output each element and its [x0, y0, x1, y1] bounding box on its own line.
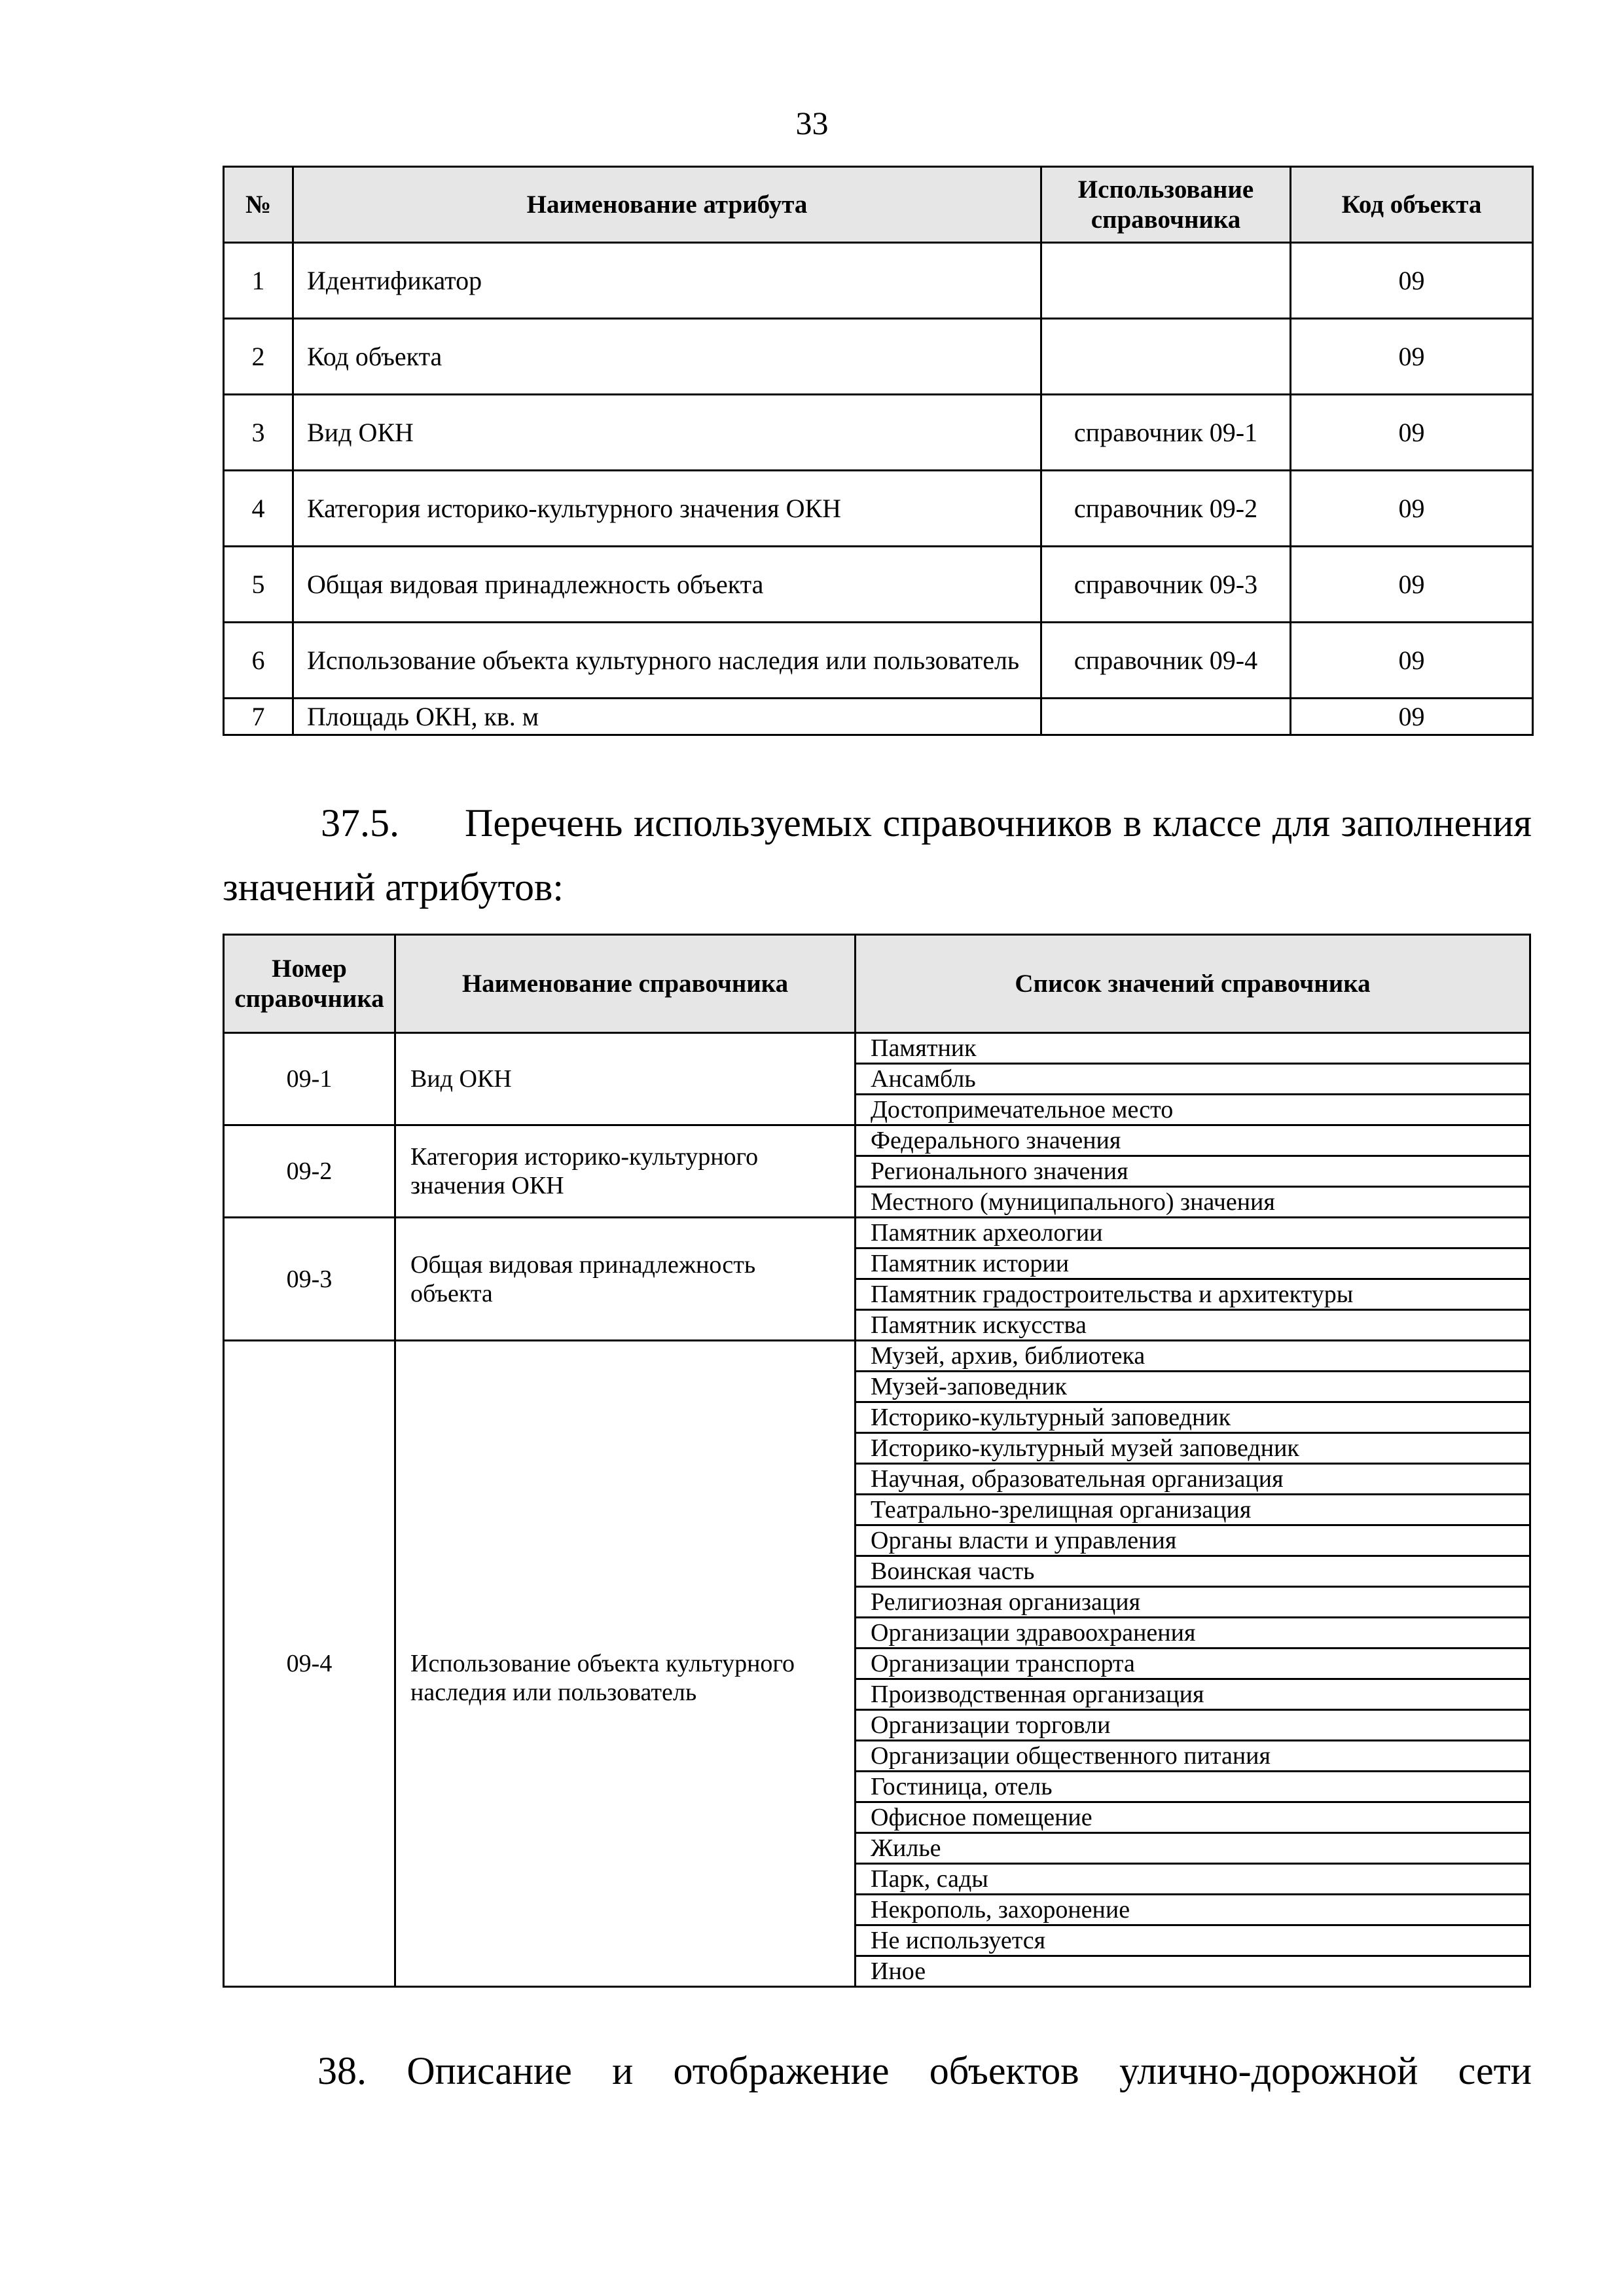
dictionary-value-cell: Музей-заповедник — [856, 1372, 1530, 1402]
attribute-table — [223, 166, 1534, 736]
dictionary-value-row — [224, 1125, 1530, 1156]
dictionary-value-cell: Театрально-зрелищная организация — [856, 1495, 1530, 1525]
attribute-row — [224, 471, 1533, 547]
dictionary-table — [223, 934, 1531, 1988]
dictionary-name-cell: Вид ОКН — [395, 1033, 856, 1125]
dictionary-value-cell: Парк, сады — [856, 1864, 1530, 1895]
header-object-code: Код объекта — [1291, 167, 1533, 243]
dictionary-value-cell: Организации торговли — [856, 1710, 1530, 1741]
dictionary-value-cell: Организации общественного питания — [856, 1741, 1530, 1772]
header-number: № — [224, 167, 293, 243]
dictionary-value-cell: Жилье — [856, 1833, 1530, 1864]
dictionary-value-cell: Памятник — [856, 1033, 1530, 1064]
dictionary-value-cell: Историко-культурный музей заповедник — [856, 1433, 1530, 1464]
dictionary-value-cell: Офисное помещение — [856, 1802, 1530, 1833]
attribute-number-cell: 4 — [224, 471, 293, 547]
dictionary-value-row — [224, 1341, 1530, 1372]
section-number: 37.5. — [321, 801, 399, 845]
dictionary-value-cell: Ансамбль — [856, 1064, 1530, 1095]
attribute-name-cell: Общая видовая принадлежность объекта — [293, 547, 1041, 623]
attribute-name-cell: Категория историко-культурного значения ОКН — [293, 471, 1041, 547]
reference-usage-cell: справочник 09-4 — [1041, 623, 1291, 699]
attribute-number-cell: 7 — [224, 699, 293, 735]
attribute-row — [224, 547, 1533, 623]
reference-usage-cell: справочник 09-1 — [1041, 395, 1291, 471]
next-section-heading: 38. Описание и отображение объектов улично-дорожной сети — [317, 2049, 1532, 2092]
dictionary-value-cell: Воинская часть — [856, 1556, 1530, 1587]
reference-usage-cell: справочник 09-2 — [1041, 471, 1291, 547]
dictionary-value-row — [224, 1218, 1530, 1248]
page-number: 33 — [795, 105, 829, 141]
dictionary-value-cell: Организации здравоохранения — [856, 1618, 1530, 1649]
section-title-line2: значений атрибутов: — [223, 866, 564, 909]
header-attribute-name: Наименование атрибута — [293, 167, 1041, 243]
attribute-row — [224, 623, 1533, 699]
dictionary-name-cell: Использование объекта культурного наследия или пользователь — [395, 1341, 856, 1987]
attribute-name-cell: Идентификатор — [293, 243, 1041, 319]
dictionary-value-cell: Гостиница, отель — [856, 1772, 1530, 1802]
attribute-name-cell: Использование объекта культурного наследия или пользователь — [293, 623, 1041, 699]
dictionary-name-cell: Общая видовая принадлежность объекта — [395, 1218, 856, 1341]
dictionary-value-cell: Историко-культурный заповедник — [856, 1402, 1530, 1433]
object-code-cell: 09 — [1291, 319, 1533, 395]
object-code-cell: 09 — [1291, 471, 1533, 547]
attribute-name-cell: Площадь ОКН, кв. м — [293, 699, 1041, 735]
dictionary-value-cell: Организации транспорта — [856, 1649, 1530, 1679]
dictionary-value-cell: Регионального значения — [856, 1156, 1530, 1187]
dictionary-value-cell: Иное — [856, 1956, 1530, 1987]
dictionary-number-cell: 09-2 — [224, 1125, 395, 1218]
header-dictionary-values: Список значений справочника — [856, 935, 1530, 1033]
dictionary-value-cell: Памятник искусства — [856, 1310, 1530, 1341]
header-dictionary-number: Номер справочника — [224, 935, 395, 1033]
attribute-row — [224, 319, 1533, 395]
dictionary-number-cell: 09-4 — [224, 1341, 395, 1987]
dictionary-value-cell: Некрополь, захоронение — [856, 1895, 1530, 1925]
header-dictionary-name: Наименование справочника — [395, 935, 856, 1033]
dictionary-value-cell: Памятник истории — [856, 1248, 1530, 1279]
dictionary-value-cell: Научная, образовательная организация — [856, 1464, 1530, 1495]
reference-usage-cell: справочник 09-3 — [1041, 547, 1291, 623]
attribute-number-cell: 5 — [224, 547, 293, 623]
attribute-name-cell: Вид ОКН — [293, 395, 1041, 471]
dictionary-value-cell: Местного (муниципального) значения — [856, 1187, 1530, 1218]
object-code-cell: 09 — [1291, 395, 1533, 471]
attribute-number-cell: 3 — [224, 395, 293, 471]
dictionary-number-cell: 09-3 — [224, 1218, 395, 1341]
section-title-line1: Перечень используемых справочников в классе для заполнения — [465, 801, 1532, 845]
object-code-cell: 09 — [1291, 243, 1533, 319]
object-code-cell: 09 — [1291, 547, 1533, 623]
reference-usage-cell — [1041, 699, 1291, 735]
attribute-name-cell: Код объекта — [293, 319, 1041, 395]
attribute-row — [224, 699, 1533, 735]
attribute-row — [224, 395, 1533, 471]
dictionary-value-row — [224, 1033, 1530, 1064]
dictionary-value-cell: Памятник градостроительства и архитектуры — [856, 1279, 1530, 1310]
header-reference-usage: Использование справочника — [1041, 167, 1291, 243]
attribute-number-cell: 6 — [224, 623, 293, 699]
dictionary-number-cell: 09-1 — [224, 1033, 395, 1125]
attribute-row — [224, 243, 1533, 319]
dictionary-value-cell: Достопримечательное место — [856, 1095, 1530, 1125]
dictionary-value-cell: Производственная организация — [856, 1679, 1530, 1710]
reference-usage-cell — [1041, 243, 1291, 319]
dictionary-name-cell: Категория историко-культурного значения ОКН — [395, 1125, 856, 1218]
dictionary-value-cell: Религиозная организация — [856, 1587, 1530, 1618]
dictionary-value-cell: Памятник археологии — [856, 1218, 1530, 1248]
section-heading — [223, 791, 1532, 919]
attribute-number-cell: 2 — [224, 319, 293, 395]
object-code-cell: 09 — [1291, 623, 1533, 699]
dictionary-value-cell: Органы власти и управления — [856, 1525, 1530, 1556]
dictionary-value-cell: Не используется — [856, 1925, 1530, 1956]
object-code-cell: 09 — [1291, 699, 1533, 735]
dictionary-value-cell: Федерального значения — [856, 1125, 1530, 1156]
dictionary-value-cell: Музей, архив, библиотека — [856, 1341, 1530, 1372]
reference-usage-cell — [1041, 319, 1291, 395]
attribute-number-cell: 1 — [224, 243, 293, 319]
